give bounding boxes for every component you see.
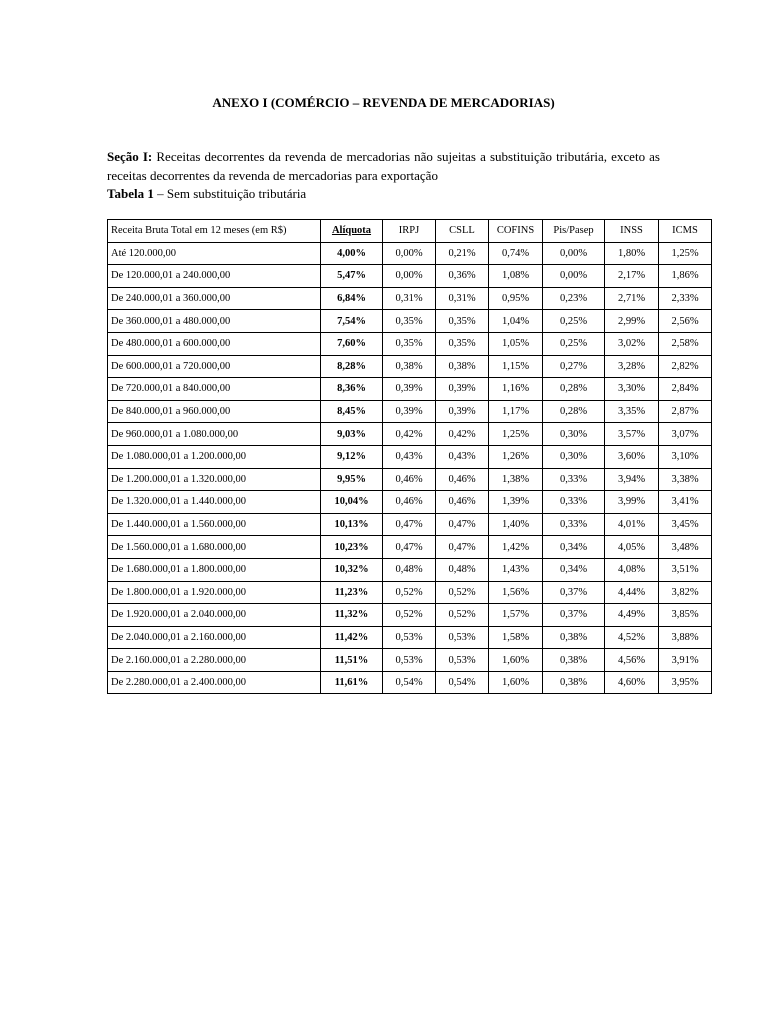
cell-icms: 3,38%: [659, 468, 712, 491]
cell-csll: 0,43%: [436, 445, 489, 468]
cell-inss: 4,05%: [605, 536, 659, 559]
cell-csll: 0,53%: [436, 649, 489, 672]
cell-csll: 0,46%: [436, 468, 489, 491]
cell-inss: 4,01%: [605, 513, 659, 536]
cell-icms: 2,58%: [659, 332, 712, 355]
table-row: [108, 287, 712, 310]
header-inss: INSS: [605, 220, 659, 243]
cell-irpj: 0,42%: [383, 423, 436, 446]
cell-irpj: 0,35%: [383, 332, 436, 355]
cell-inss: 4,56%: [605, 649, 659, 672]
cell-receita: Até 120.000,00: [108, 242, 321, 265]
section-paragraph: [107, 147, 660, 185]
section-text: Receitas decorrentes da revenda de mercadorias não sujeitas a substituição tributária, exceto as receitas decorrentes da revenda de mercadorias para exportação: [107, 149, 660, 183]
cell-pis-pasep: 0,00%: [543, 265, 605, 288]
cell-csll: 0,35%: [436, 310, 489, 333]
cell-receita: De 1.800.000,01 a 1.920.000,00: [108, 581, 321, 604]
table-row: [108, 671, 712, 694]
cell-cofins: 1,38%: [489, 468, 543, 491]
cell-pis-pasep: 0,37%: [543, 604, 605, 627]
cell-receita: De 240.000,01 a 360.000,00: [108, 287, 321, 310]
cell-aliquota: 11,42%: [321, 626, 383, 649]
cell-icms: 2,82%: [659, 355, 712, 378]
cell-receita: De 1.680.000,01 a 1.800.000,00: [108, 558, 321, 581]
cell-irpj: 0,54%: [383, 671, 436, 694]
cell-inss: 3,02%: [605, 332, 659, 355]
tax-rate-table: [107, 219, 712, 694]
cell-pis-pasep: 0,30%: [543, 445, 605, 468]
cell-cofins: 1,04%: [489, 310, 543, 333]
table-row: [108, 423, 712, 446]
cell-cofins: 1,56%: [489, 581, 543, 604]
cell-receita: De 1.080.000,01 a 1.200.000,00: [108, 445, 321, 468]
cell-irpj: 0,00%: [383, 265, 436, 288]
table-row: [108, 581, 712, 604]
cell-csll: 0,48%: [436, 558, 489, 581]
cell-cofins: 1,16%: [489, 378, 543, 401]
cell-cofins: 1,08%: [489, 265, 543, 288]
cell-cofins: 1,42%: [489, 536, 543, 559]
cell-csll: 0,31%: [436, 287, 489, 310]
cell-irpj: 0,53%: [383, 626, 436, 649]
cell-aliquota: 11,51%: [321, 649, 383, 672]
cell-pis-pasep: 0,34%: [543, 558, 605, 581]
cell-csll: 0,53%: [436, 626, 489, 649]
cell-pis-pasep: 0,33%: [543, 468, 605, 491]
table-row: [108, 558, 712, 581]
cell-irpj: 0,47%: [383, 513, 436, 536]
cell-aliquota: 9,03%: [321, 423, 383, 446]
cell-icms: 3,07%: [659, 423, 712, 446]
header-pis-pasep: Pis/Pasep: [543, 220, 605, 243]
table-row: [108, 649, 712, 672]
cell-cofins: 1,15%: [489, 355, 543, 378]
cell-receita: De 480.000,01 a 600.000,00: [108, 332, 321, 355]
table-row: [108, 378, 712, 401]
cell-receita: De 2.280.000,01 a 2.400.000,00: [108, 671, 321, 694]
section-label: Seção I:: [107, 149, 153, 164]
cell-pis-pasep: 0,25%: [543, 332, 605, 355]
cell-cofins: 1,25%: [489, 423, 543, 446]
cell-csll: 0,46%: [436, 491, 489, 514]
cell-receita: De 1.920.000,01 a 2.040.000,00: [108, 604, 321, 627]
cell-irpj: 0,31%: [383, 287, 436, 310]
cell-icms: 1,86%: [659, 265, 712, 288]
table-row: [108, 604, 712, 627]
cell-aliquota: 9,12%: [321, 445, 383, 468]
cell-inss: 4,52%: [605, 626, 659, 649]
cell-irpj: 0,39%: [383, 378, 436, 401]
table-body: [108, 242, 712, 694]
cell-aliquota: 4,00%: [321, 242, 383, 265]
cell-csll: 0,52%: [436, 581, 489, 604]
cell-irpj: 0,48%: [383, 558, 436, 581]
cell-pis-pasep: 0,38%: [543, 649, 605, 672]
cell-receita: De 720.000,01 a 840.000,00: [108, 378, 321, 401]
cell-icms: 3,48%: [659, 536, 712, 559]
cell-receita: De 600.000,01 a 720.000,00: [108, 355, 321, 378]
cell-aliquota: 11,32%: [321, 604, 383, 627]
header-irpj: IRPJ: [383, 220, 436, 243]
cell-inss: 3,57%: [605, 423, 659, 446]
cell-aliquota: 6,84%: [321, 287, 383, 310]
cell-aliquota: 11,61%: [321, 671, 383, 694]
cell-cofins: 1,60%: [489, 671, 543, 694]
cell-pis-pasep: 0,27%: [543, 355, 605, 378]
table-row: [108, 536, 712, 559]
cell-aliquota: 8,36%: [321, 378, 383, 401]
cell-cofins: 1,40%: [489, 513, 543, 536]
cell-inss: 4,08%: [605, 558, 659, 581]
cell-pis-pasep: 0,38%: [543, 626, 605, 649]
cell-aliquota: 5,47%: [321, 265, 383, 288]
cell-pis-pasep: 0,38%: [543, 671, 605, 694]
cell-icms: 3,82%: [659, 581, 712, 604]
cell-receita: De 120.000,01 a 240.000,00: [108, 265, 321, 288]
cell-aliquota: 9,95%: [321, 468, 383, 491]
table-row: [108, 355, 712, 378]
cell-pis-pasep: 0,28%: [543, 400, 605, 423]
cell-irpj: 0,46%: [383, 468, 436, 491]
cell-aliquota: 7,60%: [321, 332, 383, 355]
table-row: [108, 400, 712, 423]
cell-inss: 1,80%: [605, 242, 659, 265]
cell-aliquota: 10,04%: [321, 491, 383, 514]
header-icms: ICMS: [659, 220, 712, 243]
cell-aliquota: 10,32%: [321, 558, 383, 581]
cell-pis-pasep: 0,34%: [543, 536, 605, 559]
cell-inss: 3,99%: [605, 491, 659, 514]
cell-icms: 2,33%: [659, 287, 712, 310]
cell-csll: 0,47%: [436, 536, 489, 559]
cell-pis-pasep: 0,25%: [543, 310, 605, 333]
table-row: [108, 332, 712, 355]
cell-csll: 0,38%: [436, 355, 489, 378]
cell-receita: De 360.000,01 a 480.000,00: [108, 310, 321, 333]
cell-irpj: 0,39%: [383, 400, 436, 423]
table-header-row: [108, 220, 712, 243]
table-row: [108, 242, 712, 265]
table-caption: [107, 186, 306, 202]
cell-csll: 0,52%: [436, 604, 489, 627]
cell-inss: 3,35%: [605, 400, 659, 423]
cell-cofins: 1,17%: [489, 400, 543, 423]
cell-pis-pasep: 0,30%: [543, 423, 605, 446]
cell-aliquota: 7,54%: [321, 310, 383, 333]
cell-receita: De 1.320.000,01 a 1.440.000,00: [108, 491, 321, 514]
table-row: [108, 626, 712, 649]
cell-receita: De 2.040.000,01 a 2.160.000,00: [108, 626, 321, 649]
cell-receita: De 840.000,01 a 960.000,00: [108, 400, 321, 423]
cell-cofins: 1,43%: [489, 558, 543, 581]
cell-receita: De 2.160.000,01 a 2.280.000,00: [108, 649, 321, 672]
cell-aliquota: 10,13%: [321, 513, 383, 536]
cell-cofins: 1,57%: [489, 604, 543, 627]
cell-cofins: 1,26%: [489, 445, 543, 468]
cell-cofins: 1,39%: [489, 491, 543, 514]
cell-inss: 2,71%: [605, 287, 659, 310]
cell-cofins: 1,05%: [489, 332, 543, 355]
cell-csll: 0,42%: [436, 423, 489, 446]
cell-csll: 0,36%: [436, 265, 489, 288]
cell-irpj: 0,38%: [383, 355, 436, 378]
cell-icms: 2,87%: [659, 400, 712, 423]
table-row: [108, 445, 712, 468]
header-aliquota: Alíquota: [321, 220, 383, 243]
cell-icms: 3,10%: [659, 445, 712, 468]
table-row: [108, 491, 712, 514]
cell-csll: 0,21%: [436, 242, 489, 265]
table-row: [108, 513, 712, 536]
cell-irpj: 0,47%: [383, 536, 436, 559]
cell-irpj: 0,52%: [383, 581, 436, 604]
header-receita: Receita Bruta Total em 12 meses (em R$): [108, 220, 321, 243]
cell-cofins: 1,58%: [489, 626, 543, 649]
table-row: [108, 310, 712, 333]
cell-inss: 4,49%: [605, 604, 659, 627]
cell-icms: 3,51%: [659, 558, 712, 581]
cell-irpj: 0,53%: [383, 649, 436, 672]
cell-csll: 0,39%: [436, 378, 489, 401]
cell-icms: 3,41%: [659, 491, 712, 514]
cell-receita: De 960.000,01 a 1.080.000,00: [108, 423, 321, 446]
cell-receita: De 1.560.000,01 a 1.680.000,00: [108, 536, 321, 559]
cell-pis-pasep: 0,23%: [543, 287, 605, 310]
cell-csll: 0,35%: [436, 332, 489, 355]
cell-pis-pasep: 0,33%: [543, 513, 605, 536]
cell-icms: 3,88%: [659, 626, 712, 649]
cell-icms: 2,56%: [659, 310, 712, 333]
document-title: ANEXO I (COMÉRCIO – REVENDA DE MERCADORIAS): [212, 95, 555, 110]
cell-aliquota: 11,23%: [321, 581, 383, 604]
table-row: [108, 265, 712, 288]
cell-inss: 4,60%: [605, 671, 659, 694]
cell-aliquota: 10,23%: [321, 536, 383, 559]
cell-pis-pasep: 0,37%: [543, 581, 605, 604]
cell-icms: 2,84%: [659, 378, 712, 401]
cell-aliquota: 8,45%: [321, 400, 383, 423]
cell-pis-pasep: 0,28%: [543, 378, 605, 401]
cell-csll: 0,54%: [436, 671, 489, 694]
cell-inss: 2,17%: [605, 265, 659, 288]
cell-icms: 3,85%: [659, 604, 712, 627]
cell-irpj: 0,52%: [383, 604, 436, 627]
cell-icms: 3,95%: [659, 671, 712, 694]
table-caption-label: Tabela 1: [107, 186, 154, 201]
cell-irpj: 0,43%: [383, 445, 436, 468]
cell-icms: 1,25%: [659, 242, 712, 265]
cell-receita: De 1.440.000,01 a 1.560.000,00: [108, 513, 321, 536]
table-row: [108, 468, 712, 491]
cell-cofins: 1,60%: [489, 649, 543, 672]
cell-inss: 4,44%: [605, 581, 659, 604]
cell-cofins: 0,74%: [489, 242, 543, 265]
cell-inss: 3,60%: [605, 445, 659, 468]
cell-irpj: 0,46%: [383, 491, 436, 514]
cell-pis-pasep: 0,33%: [543, 491, 605, 514]
cell-inss: 3,30%: [605, 378, 659, 401]
cell-icms: 3,45%: [659, 513, 712, 536]
cell-csll: 0,47%: [436, 513, 489, 536]
cell-icms: 3,91%: [659, 649, 712, 672]
cell-inss: 2,99%: [605, 310, 659, 333]
cell-pis-pasep: 0,00%: [543, 242, 605, 265]
table-caption-text: – Sem substituição tributária: [157, 186, 307, 201]
header-cofins: COFINS: [489, 220, 543, 243]
cell-aliquota: 8,28%: [321, 355, 383, 378]
cell-irpj: 0,35%: [383, 310, 436, 333]
cell-irpj: 0,00%: [383, 242, 436, 265]
cell-inss: 3,28%: [605, 355, 659, 378]
cell-csll: 0,39%: [436, 400, 489, 423]
header-csll: CSLL: [436, 220, 489, 243]
cell-cofins: 0,95%: [489, 287, 543, 310]
cell-inss: 3,94%: [605, 468, 659, 491]
cell-receita: De 1.200.000,01 a 1.320.000,00: [108, 468, 321, 491]
